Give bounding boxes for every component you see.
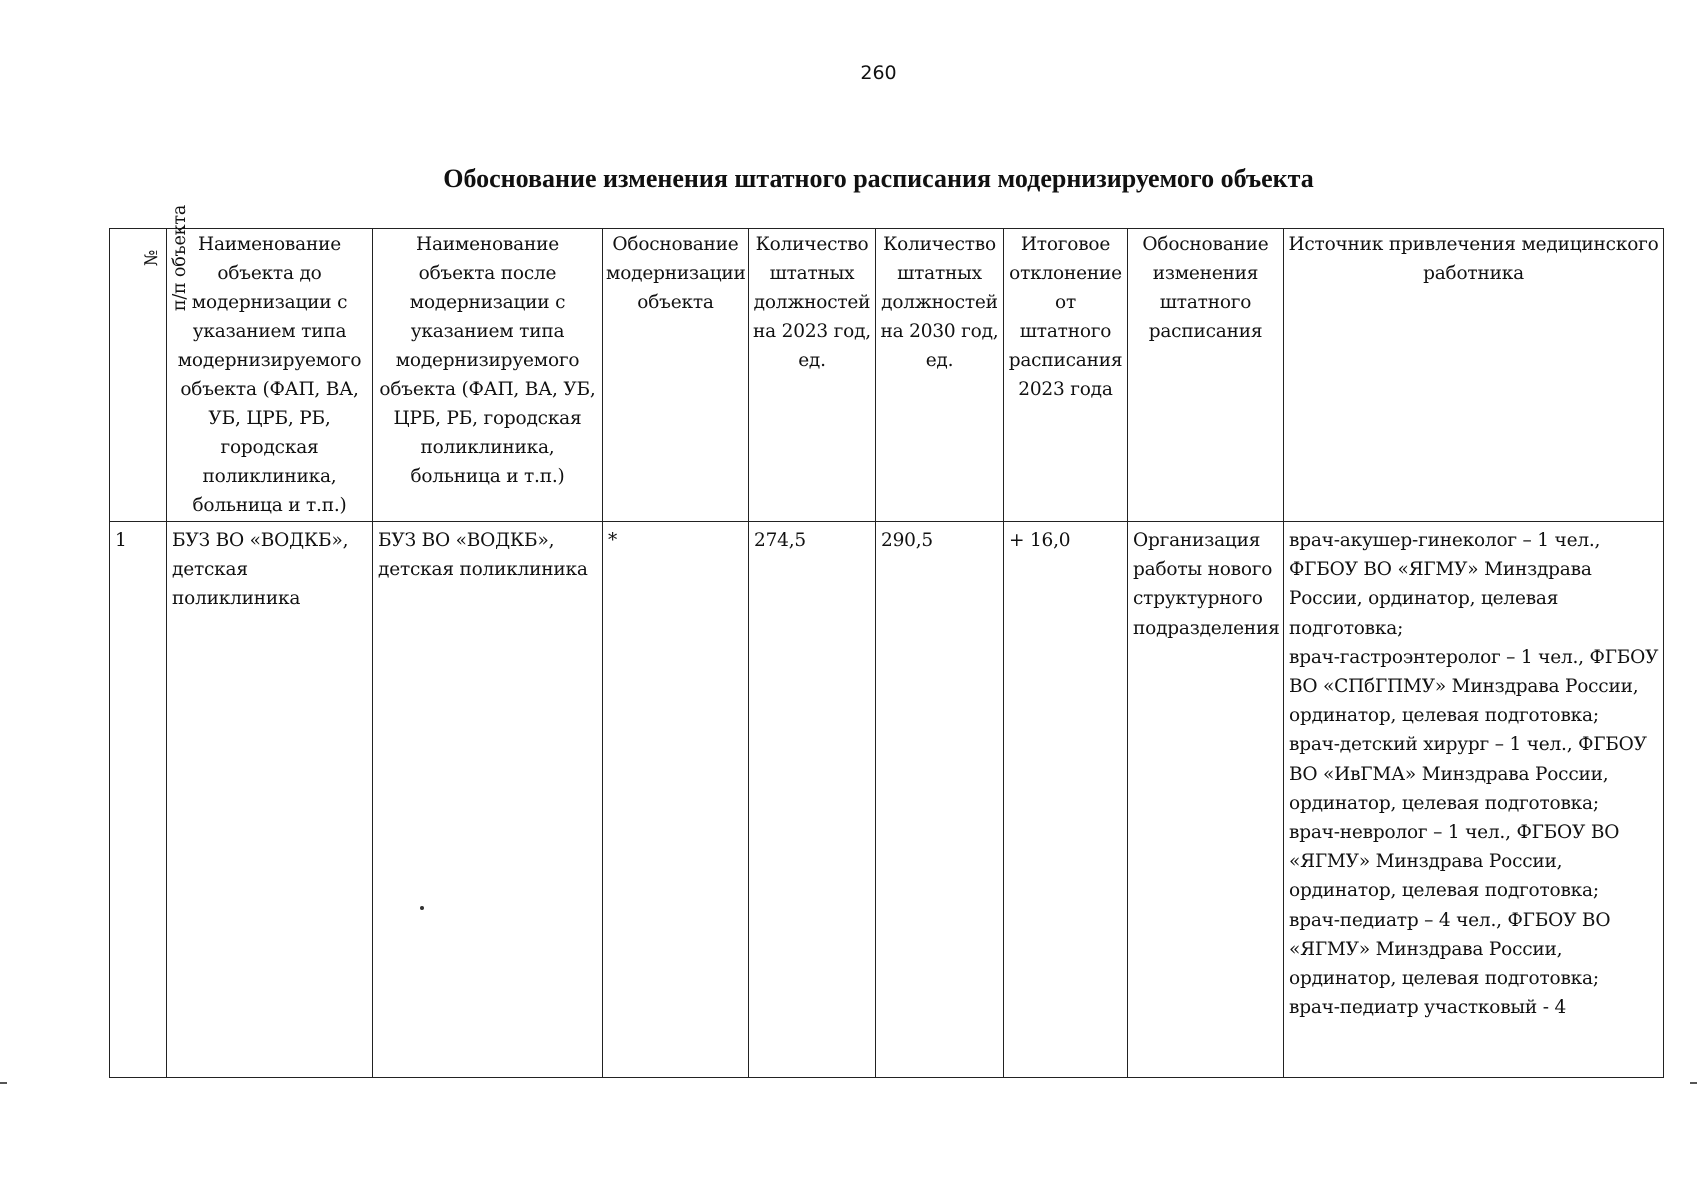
header-number xyxy=(110,204,191,522)
header-staff-2023: Количество штатных должностей на 2023 год, ед. xyxy=(749,229,876,522)
cell-staff-2023: 274,5 xyxy=(749,522,876,1078)
document-title: Обоснование изменения штатного расписания модернизируемого объекта xyxy=(443,164,1314,193)
cell-name-after: БУЗ ВО «ВОДКБ», детская поликлиника xyxy=(373,522,603,1078)
header-change-reason: Обоснование изменения штатного расписания xyxy=(1128,229,1284,522)
cell-deviation: + 16,0 xyxy=(1004,522,1128,1078)
scan-speck xyxy=(420,906,424,910)
header-name-after: Наименование объекта после модернизации с указанием типа модернизируемого объекта (ФАП, ВА, УБ, ЦРБ, РБ, городская поликлиника, больница и т.п.) xyxy=(373,229,603,522)
header-staff-2030: Количество штатных должностей на 2030 год, ед. xyxy=(876,229,1004,522)
header-deviation: Итоговое отклонение от штатного расписания 2023 года xyxy=(1004,229,1128,522)
header-number-label: № п/п объекта xyxy=(142,204,191,312)
staffing-justification-table xyxy=(109,204,1664,1078)
header-source: Источник привлечения медицинского работника xyxy=(1284,229,1664,522)
cell-change-reason: Организация работы нового структурного подразделения xyxy=(1128,522,1284,1078)
left-edge-mark xyxy=(0,1082,7,1084)
table-header-row xyxy=(110,229,1664,522)
cell-staff-2030: 290,5 xyxy=(876,522,1004,1078)
table-row xyxy=(110,522,1664,1078)
cell-justification: * xyxy=(603,522,749,1078)
page-number: 260 xyxy=(860,62,897,84)
cell-name-before: БУЗ ВО «ВОДКБ», детская поликлиника xyxy=(167,522,373,1078)
cell-number: 1 xyxy=(110,522,167,1078)
header-justification: Обоснование модернизации объекта xyxy=(603,229,749,522)
header-name-before: Наименование объекта до модернизации с указанием типа модернизируемого объекта (ФАП, ВА, УБ, ЦРБ, РБ, городская поликлиника, больница и т.п.) xyxy=(167,229,373,522)
right-edge-mark xyxy=(1690,1082,1697,1084)
cell-source: врач-акушер-гинеколог – 1 чел., ФГБОУ ВО «ЯГМУ» Минздрава России, ординатор, целевая подготовка; врач-гастроэнтеролог – 1 чел., ФГБОУ ВО «СПбГПМУ» Минздрава России, ординатор, целевая подготовка; врач-детский хирург – 1 чел., ФГБОУ ВО «ИвГМА» Минздрава России, ординатор, целевая подготовка; врач-невролог – 1 чел., ФГБОУ ВО «ЯГМУ» Минздрава России, ординатор, целевая подготовка; врач-педиатр – 4 чел., ФГБОУ ВО «ЯГМУ» Минздрава России, ординатор, целевая подготовка; врач-педиатр участковый - 4 xyxy=(1284,522,1664,1078)
